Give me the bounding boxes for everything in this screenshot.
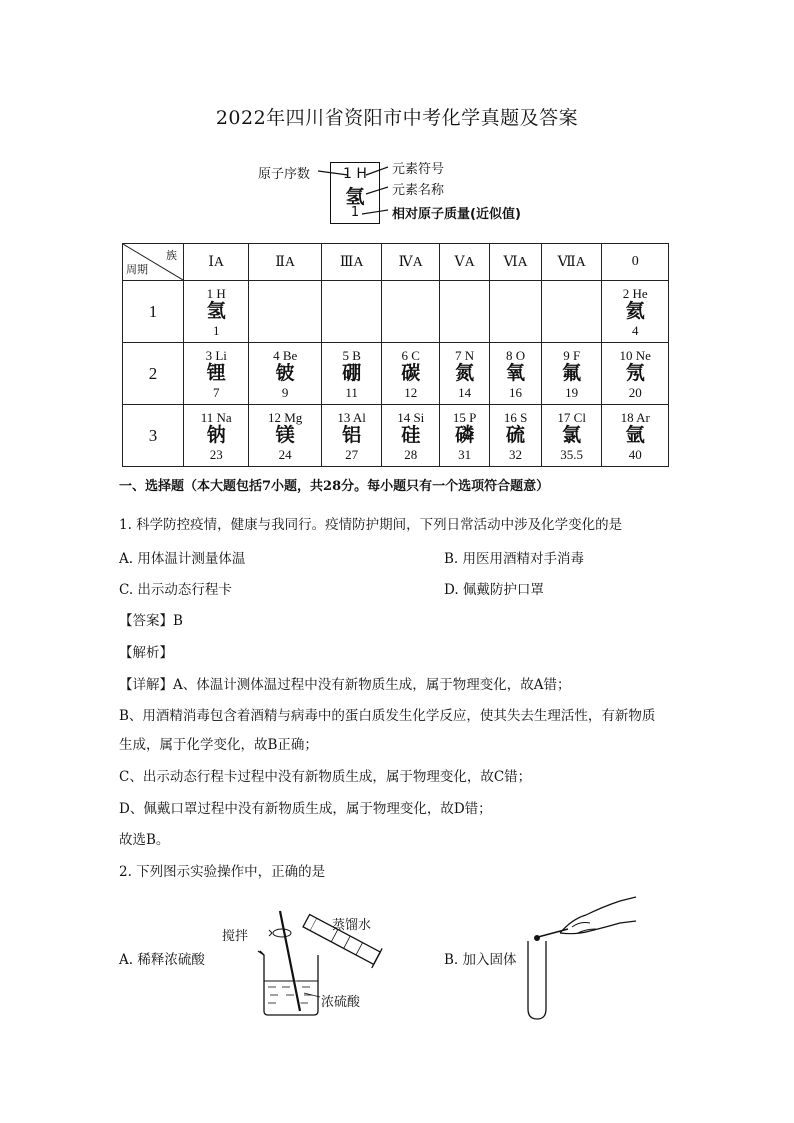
corner-group-label: 族 <box>166 250 177 262</box>
element-name: 铍 <box>275 362 295 384</box>
legend-symbol: 1 H <box>343 166 367 182</box>
element-mass: 28 <box>404 446 418 462</box>
group-header: ⅣA <box>382 244 440 281</box>
element-sym: 15 P <box>452 409 477 425</box>
group-header: 0 <box>602 244 669 281</box>
group-header: ⅡA <box>249 244 321 281</box>
q1-detail-line: B、用酒精消毒包含着酒精与病毒中的蛋白质发生化学反应，使其失去生理活性，有新物质 <box>119 708 656 724</box>
group-header: ⅠA <box>184 244 249 281</box>
element-name: 镁 <box>275 424 295 446</box>
element-sym: 2 He <box>622 285 648 301</box>
figure-add-solid <box>520 893 640 1023</box>
element-sym: 17 Cl <box>557 409 586 425</box>
element-mass: 11 <box>345 384 358 400</box>
table-row <box>123 281 669 343</box>
legend-mass: 1 <box>350 205 360 220</box>
label-distilled-water: 蒸馏水 <box>332 918 372 933</box>
element-mass: 7 <box>212 384 220 400</box>
q2-option-b: B. 加入固体 <box>444 952 517 968</box>
element-name: 氖 <box>625 362 645 384</box>
q1-detail-line: 【详解】A、体温计测体温过程中没有新物质生成，属于物理变化，故A错； <box>119 677 571 693</box>
element-sym: 1 H <box>206 285 226 301</box>
page-title: 2022年四川省资阳市中考化学真题及答案 <box>215 107 579 129</box>
element-mass: 14 <box>458 384 472 400</box>
legend-name: 氢 <box>345 186 365 208</box>
element-mass: 16 <box>509 384 523 400</box>
legend-mass-label: 相对原子质量(近似值) <box>392 207 521 222</box>
element-cell <box>382 343 440 405</box>
element-cell <box>541 405 602 467</box>
period-number: 3 <box>123 405 184 467</box>
empty-cell <box>440 281 490 343</box>
element-legend-diagram <box>258 154 568 230</box>
element-cell <box>541 343 602 405</box>
empty-cell <box>541 281 602 343</box>
legend-atomic-number-label: 原子序数 <box>258 167 311 182</box>
element-sym: 4 Be <box>273 347 298 363</box>
table-row <box>123 405 669 467</box>
q1-analysis-label: 【解析】 <box>119 645 173 661</box>
element-sym: 9 F <box>563 347 581 363</box>
periodic-table <box>122 243 669 467</box>
empty-cell <box>382 281 440 343</box>
q2-stem: 2. 下列图示实验操作中，正确的是 <box>119 864 326 880</box>
element-cell <box>602 405 669 467</box>
element-mass: 32 <box>509 446 523 462</box>
element-name: 氩 <box>625 424 645 446</box>
section-heading: 一、选择题（本大题包括7小题，共28分。每小题只有一个选项符合题意） <box>119 479 550 494</box>
element-name: 硫 <box>506 424 526 446</box>
q1-option-b: B. 用医用酒精对手消毒 <box>444 551 585 567</box>
element-name: 钠 <box>206 424 226 446</box>
table-corner-cell <box>123 244 184 281</box>
figure-dilute-sulfuric-acid <box>222 903 402 1023</box>
element-cell <box>490 405 542 467</box>
q1-answer: 【答案】B <box>119 613 183 629</box>
legend-symbol-label: 元素符号 <box>392 162 445 177</box>
table-row <box>123 343 669 405</box>
element-name: 硼 <box>342 362 362 384</box>
element-mass: 24 <box>278 446 292 462</box>
element-name: 氧 <box>506 362 526 384</box>
empty-cell <box>321 281 382 343</box>
q1-detail-line: 故选B。 <box>119 832 170 848</box>
element-sym: 6 C <box>401 347 420 363</box>
q1-option-a: A. 用体温计测量体温 <box>119 551 246 567</box>
element-sym: 3 Li <box>205 347 227 363</box>
group-header: ⅢA <box>321 244 382 281</box>
label-concentrated-acid: 浓硫酸 <box>321 995 361 1010</box>
element-name: 碳 <box>401 362 421 384</box>
element-mass: 1 <box>212 322 220 338</box>
element-mass: 23 <box>209 446 223 462</box>
element-cell <box>249 343 321 405</box>
element-sym: 5 B <box>342 347 361 363</box>
element-sym: 18 Ar <box>620 409 650 425</box>
element-mass: 12 <box>404 384 418 400</box>
element-name: 氦 <box>625 300 645 322</box>
element-name: 锂 <box>206 362 226 384</box>
element-cell <box>490 343 542 405</box>
element-mass: 20 <box>628 384 642 400</box>
element-name: 硅 <box>401 424 421 446</box>
element-cell <box>382 405 440 467</box>
element-cell <box>440 405 490 467</box>
hand-tube-drawing <box>520 893 640 1023</box>
beaker-cylinder-drawing <box>222 903 402 1023</box>
element-mass: 4 <box>631 322 639 338</box>
element-mass: 35.5 <box>560 446 584 462</box>
element-mass: 19 <box>565 384 579 400</box>
element-mass: 31 <box>458 446 472 462</box>
element-cell <box>321 343 382 405</box>
q1-option-d: D. 佩戴防护口罩 <box>444 582 544 598</box>
empty-cell <box>249 281 321 343</box>
element-cell <box>440 343 490 405</box>
element-sym: 14 Si <box>397 409 425 425</box>
element-sym: 7 N <box>455 347 475 363</box>
empty-cell <box>490 281 542 343</box>
table-header-row <box>123 244 669 281</box>
element-sym: 16 S <box>503 409 528 425</box>
period-number: 2 <box>123 343 184 405</box>
element-cell <box>249 405 321 467</box>
legend-element-box <box>330 162 380 224</box>
element-cell <box>321 405 382 467</box>
element-name: 铝 <box>342 424 362 446</box>
element-sym: 11 Na <box>200 409 232 425</box>
element-sym: 12 Mg <box>268 409 303 425</box>
element-cell <box>602 281 669 343</box>
element-sym: 8 O <box>505 347 526 363</box>
element-mass: 27 <box>345 446 359 462</box>
element-mass: 9 <box>281 384 289 400</box>
q2-option-a: A. 稀释浓硫酸 <box>119 952 205 968</box>
corner-period-label: 周期 <box>126 264 148 276</box>
q1-detail-line: 生成，属于化学变化，故B正确； <box>119 737 318 753</box>
q1-option-c: C. 出示动态行程卡 <box>119 582 232 598</box>
element-cell <box>184 281 249 343</box>
element-cell <box>184 405 249 467</box>
label-stir: 搅拌 <box>222 929 249 944</box>
q1-detail-line: D、佩戴口罩过程中没有新物质生成，属于物理变化，故D错； <box>119 801 492 817</box>
group-header: ⅤA <box>440 244 490 281</box>
element-name: 磷 <box>455 424 475 446</box>
element-cell <box>602 343 669 405</box>
group-header: ⅥA <box>490 244 542 281</box>
element-name: 氮 <box>455 362 475 384</box>
group-header: ⅦA <box>541 244 602 281</box>
element-name: 氟 <box>562 362 582 384</box>
element-sym: 13 Al <box>337 409 366 425</box>
q1-detail-line: C、出示动态行程卡过程中没有新物质生成，属于物理变化，故C错； <box>119 769 532 785</box>
legend-name-label: 元素名称 <box>392 183 445 198</box>
element-sym: 10 Ne <box>619 347 651 363</box>
element-cell <box>184 343 249 405</box>
q1-stem: 1. 科学防控疫情，健康与我同行。疫情防护期间，下列日常活动中涉及化学变化的是 <box>119 517 623 533</box>
element-name: 氢 <box>206 300 226 322</box>
period-number: 1 <box>123 281 184 343</box>
element-name: 氯 <box>562 424 582 446</box>
element-mass: 40 <box>628 446 642 462</box>
